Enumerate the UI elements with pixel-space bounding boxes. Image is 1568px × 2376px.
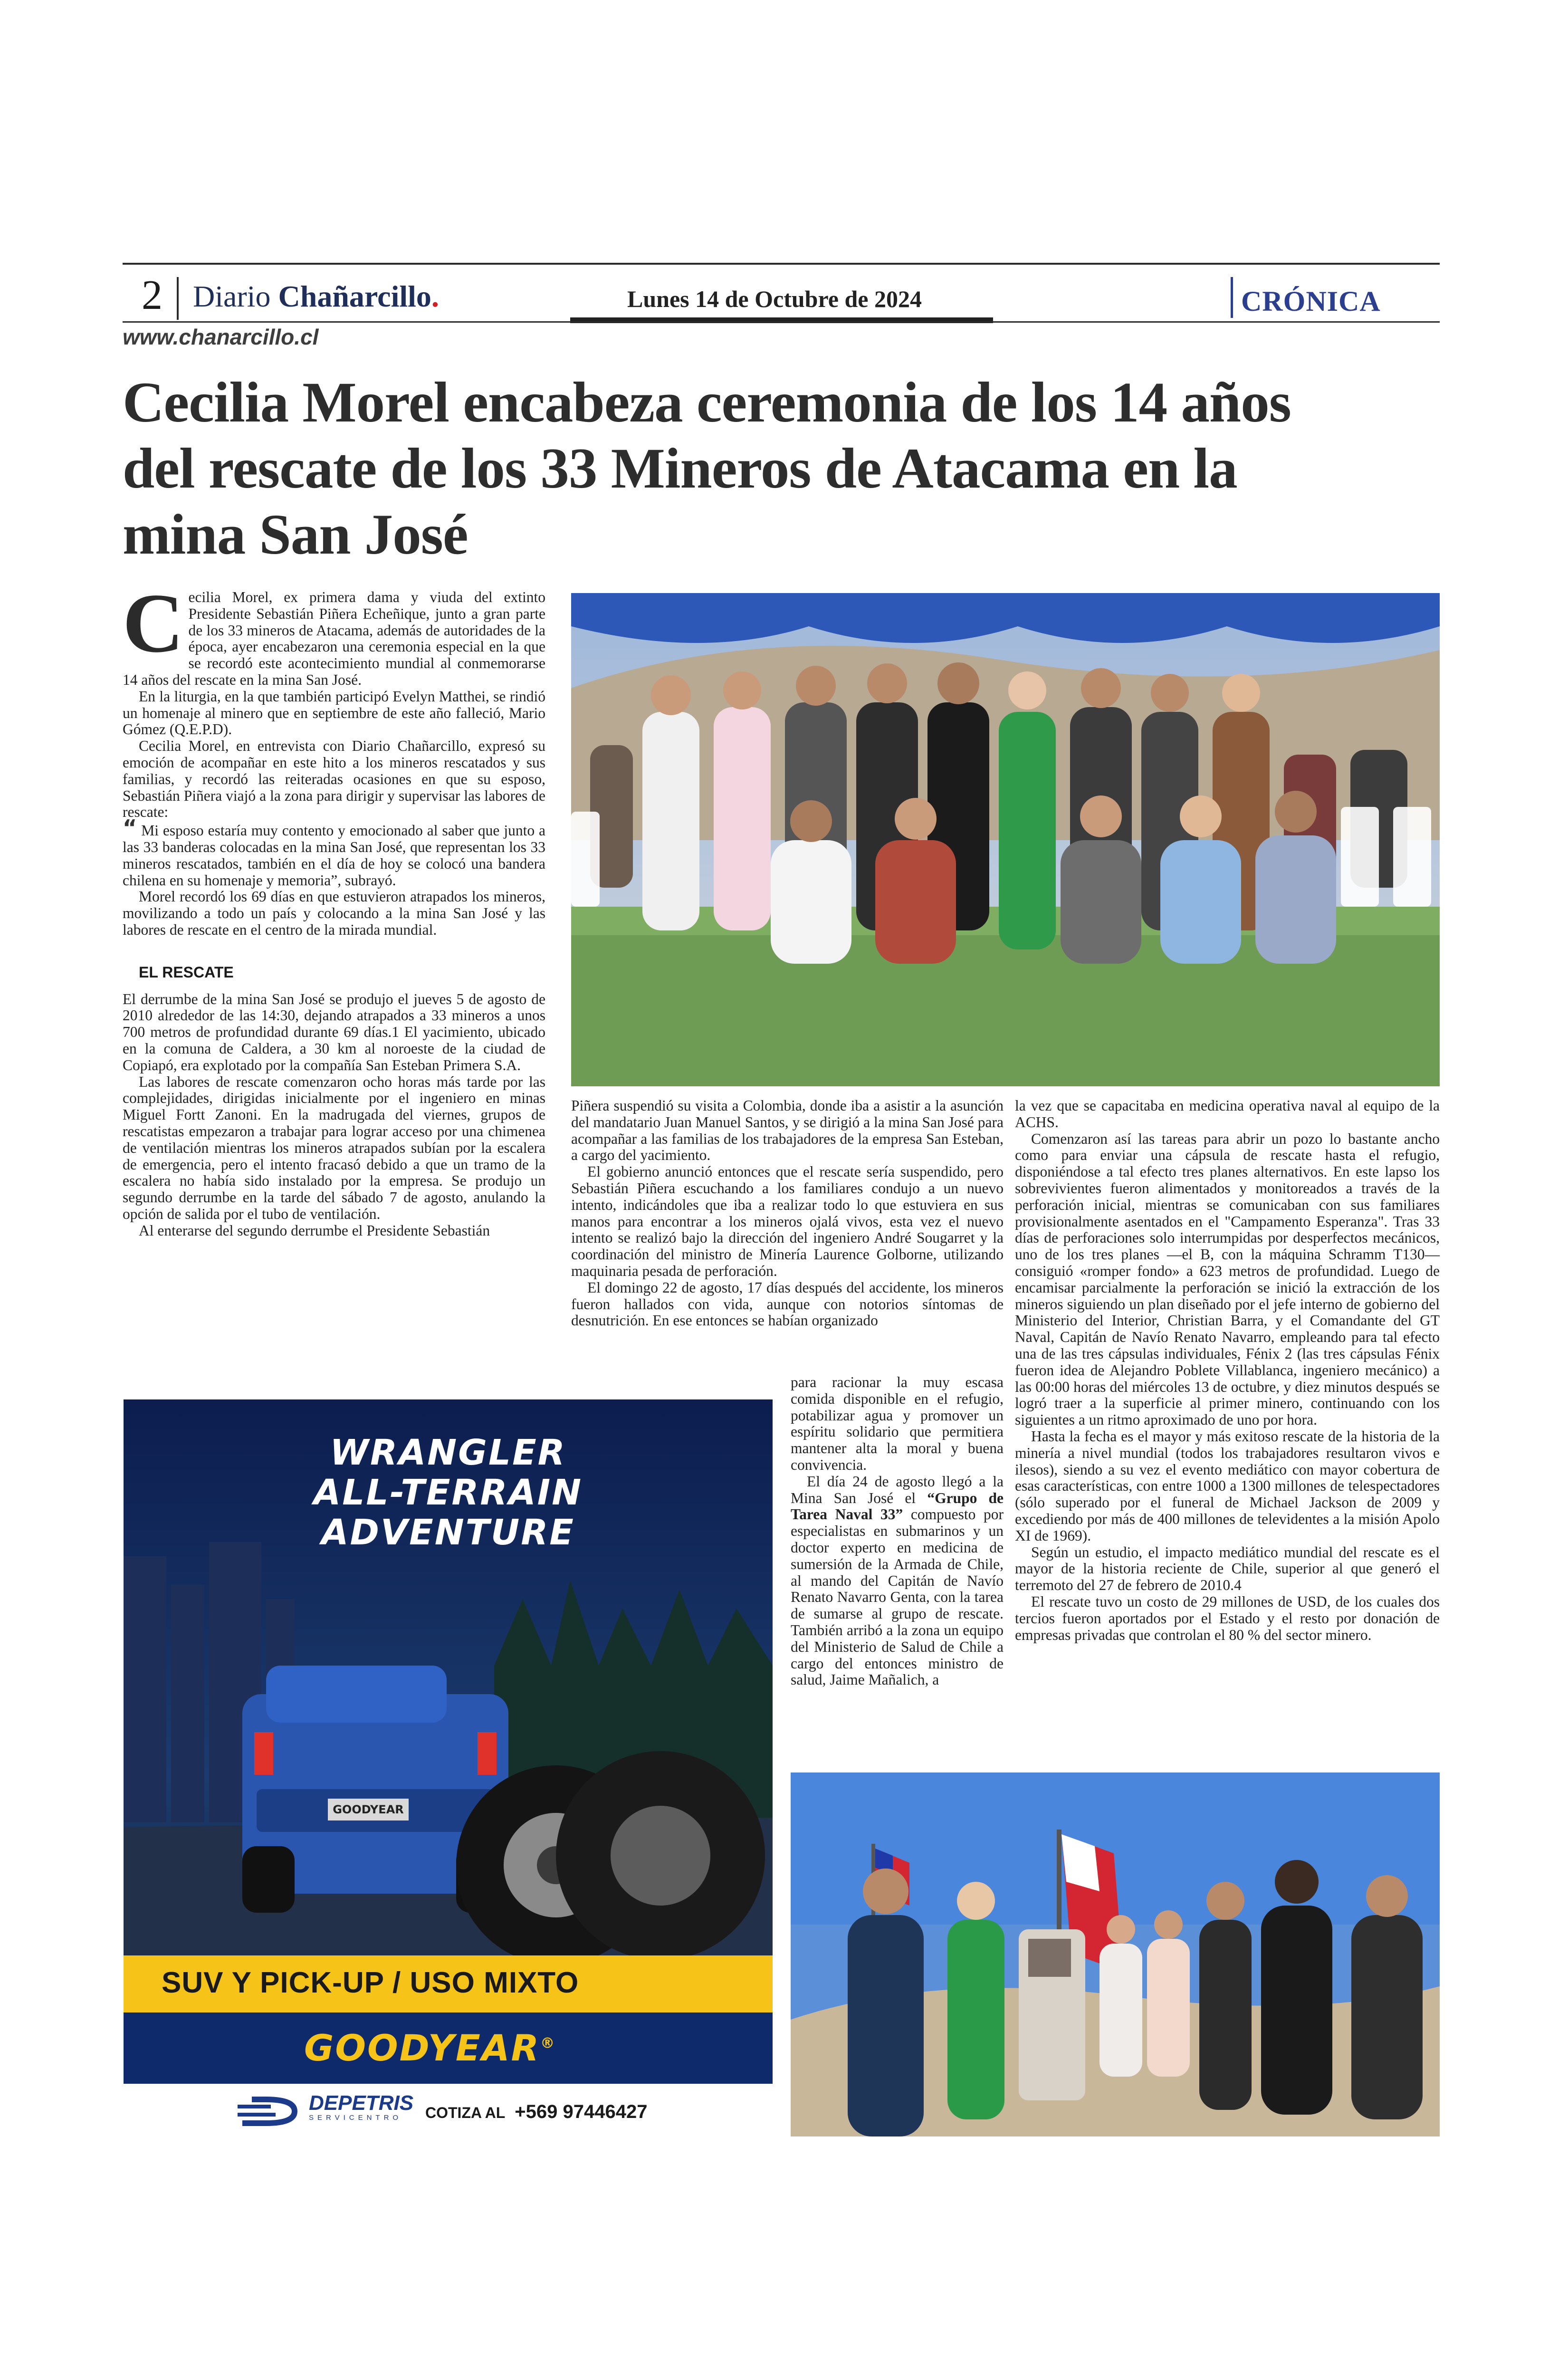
section-label: CRÓNICA (1241, 286, 1381, 317)
article-column-3 (1015, 1098, 1440, 1643)
header-bottom-rule (123, 321, 1440, 323)
page-number: 2 (142, 272, 163, 318)
issue-date: Lunes 14 de Octubre de 2024 (627, 286, 922, 312)
quote-mark-icon: “ (123, 815, 137, 841)
article-column-2-lower (791, 1374, 1004, 1688)
registered-mark: ® (540, 2035, 556, 2052)
website-link[interactable]: www.chanarcillo.cl (123, 325, 319, 349)
paragraph: Morel recordó los 69 días en que estuvieron atrapados los mineros, movilizando a todo un país y colocando a la mina San José y las labores de rescate en el centro de la mirada mundial. (123, 888, 545, 938)
brand-dot: . (431, 279, 439, 313)
masthead-brand[interactable] (193, 281, 439, 312)
ad-headline-line: WRANGLER (330, 1432, 566, 1473)
article-column-2 (571, 1098, 1004, 1329)
depetris-wordmark (309, 2093, 413, 2122)
group-photo (571, 593, 1440, 1086)
contact-line[interactable] (425, 2101, 647, 2123)
text-run: El día 24 de agosto llegó a la Mina San José el (791, 1473, 1004, 1506)
paragraph: Las labores de rescate comenzaron ocho horas más tarde por las complejidades, dirigidas inicialmente por el ingeniero en minas Miguel Fortt Zanoni. En la madrugada del viernes, grupos de rescatistas empezaron a trabajar para lograr acceso por una chimenea de ventilación mientras los mineros atrapados subían por la escalera de emergencia, pero el intento fracasó debido a que un tramo de la escalera no había sido instalado por la empresa. Se produjo un segundo derrumbe en la tarde del sábado 7 de agosto, anulando la opción de salida por el tubo de ventilación. (123, 1073, 545, 1222)
paragraph: Comenzaron así las tareas para abrir un pozo lo bastante ancho como para enviar una cápsula de rescate hasta el refugio, disponiéndose a tal efecto tres planes alternativos. En este lapso los sobrevivientes fueron alimentados y monitoreados a través de la perforación inicial, mientras se comunicaban con sus familiares provisionalmente asentados en el "Campamento Esperanza". Tras 33 días de perforaciones solo interrumpidas por desperfectos mecánicos, uno de los tres planes —el B, con la máquina Schramm T130— consiguió «romper fondo» a 623 metros de profundidad. Luego de encamisar parcialmente la perforación se inició la extracción de los mineros siguiendo un plan diseñado por el jefe interno de gobierno del Ministerio del Interior, Christian Barra, y el Comandante del GT Naval, Capitán de Navío Renato Navarro, empleando para tal efecto una de las tres cápsulas individuales, Fénix 2 (las tres cápsulas Fénix fueron idea de Alejandro Poblete Villablanca, ingeniero mecánico) a las 00:00 horas del miércoles 13 de octubre, y diez minutos después se logró traer a la superficie al primer minero, continuando con los siguientes a un ritmo aproximado de uno por hora. (1015, 1130, 1440, 1428)
ad-headline-line: ALL-TERRAIN (313, 1472, 583, 1513)
ad-tagline: SUV Y PICK-UP / USO MIXTO (162, 1966, 579, 1999)
bold-run: “Grupo de Tarea Naval 33” (791, 1489, 1004, 1523)
subhead-el-rescate: EL RESCATE (139, 963, 234, 981)
intro-paragraph (123, 576, 545, 689)
goodyear-advertisement[interactable] (124, 1399, 773, 2084)
ad-headline-line: ADVENTURE (321, 1512, 575, 1553)
depetris-logo-icon (238, 2095, 304, 2128)
goodyear-logo-text: GOODYEAR (304, 2027, 541, 2069)
article-column-1 (123, 576, 546, 1239)
intro-text: ecilia Morel, ex primera dama y viuda del extinto Presidente Sebastián Piñera Echeñique, junto a gran parte de los 33 mineros de Atacama, además de autoridades de la época, ayer encabezaron una ceremonia especial en la que se recordó este acontecimiento mundial al conmemorarse 14 años del rescate en la mina San José. (123, 589, 545, 688)
sponsor-subtitle: SERVICENTRO (309, 2114, 402, 2122)
header-top-rule (123, 263, 1440, 265)
sponsor-name: DEPETRIS (309, 2091, 414, 2115)
contact-label: COTIZA AL (425, 2104, 506, 2121)
license-plate: GOODYEAR (333, 1803, 404, 1816)
section-divider (1231, 277, 1233, 318)
ad-headline (124, 1433, 773, 1552)
paragraph: El gobierno anunció entonces que el rescate sería suspendido, pero Sebastián Piñera escuchando a los familiares condujo a un nuevo intento, indicándoles que iba a realizar todo lo que estuviera en sus manos para encontrar a los mineros ojalá vivos, esta vez el nuevo intento se realizó bajo la dirección del ingeniero André Sougarret y la coordinación del ministro de Minería Laurence Golborne, utilizando maquinaria pesada de perforación. (571, 1163, 1004, 1279)
paragraph: En la liturgia, en la que también participó Evelyn Matthei, se rindió un homenaje al minero que en septiembre de este año falleció, Mario Gómez (Q.E.P.D). (123, 688, 545, 738)
quote-text: Mi esposo estaría muy contento y emocionado al saber que junto a las 33 banderas colocadas en la mina San José, que representan los 33 mineros rescatados, también en el día de hoy se colocó una bandera chilena en su homenaje y memoria”, subrayó. (123, 822, 546, 889)
paragraph: Hasta la fecha es el mayor y más exitoso rescate de la historia de la minería a nivel mundial (todos los trabajadores resultaron vivos e ilesos), siendo a su vez el evento mediático con mayor cobertura de esas características, con entre 1000 a 1300 millones de telespectadores (sólo superado por el funeral de Michael Jackson de 2009 y excediendo por más de 400 millones de televidentes a la misión Apolo XI de 1969). (1015, 1428, 1440, 1544)
ceremony-photo (791, 1772, 1440, 2136)
contact-phone[interactable]: +569 97446427 (515, 2101, 648, 2122)
pull-quote (123, 815, 546, 889)
paragraph: El domingo 22 de agosto, 17 días después del accidente, los mineros fueron hallados con vida, aunque con notorios síntomas de desnutrición. En ese entonces se habían organizado (571, 1279, 1004, 1329)
paragraph (791, 1474, 1004, 1688)
paragraph: Al enterarse del segundo derrumbe el Presidente Sebastián (139, 1222, 490, 1239)
paragraph: la vez que se capacitaba en medicina operativa naval al equipo de la ACHS. (1015, 1097, 1440, 1131)
paragraph: El derrumbe de la mina San José se produjo el jueves 5 de agosto de 2010 alrededor de las 14:30, dejando atrapados a 33 mineros a unos 700 metros de profundidad durante 69 días.1 El yacimiento, ubicado en la comuna de Caldera, a 30 km al noroeste de la ciudad de Copiapó, era explotado por la compañía San Esteban Primera S.A. (123, 990, 545, 1073)
paragraph: Cecilia Morel, en entrevista con Diario Chañarcillo, expresó su emoción de acompañar en este hito a los mineros rescatados y sus familias, y recordó las reiteradas ocasiones en que su esposo, Sebastián Piñera viajó a la zona para dirigir y supervisar las labores de rescate: (123, 738, 545, 821)
text-run: compuesto por especialistas en submarinos y un doctor experto en medicina de sumersión de la Armada de Chile, al mando del Capitán de Navío Renato Navarro Genta, con la tarea de sumarse al grupo de rescate. También arribó a la zona un equipo del Ministerio de Salud de Chile a cargo del entonces ministro de salud, Jaime Mañalich, a (791, 1506, 1004, 1688)
brand-name: Chañarcillo (278, 279, 431, 313)
paragraph: para racionar la muy escasa comida disponible en el refugio, potabilizar agua y promover un espíritu solidario que permitiera mantener alta la moral y buena convivencia. (791, 1374, 1004, 1473)
paragraph: El rescate tuvo un costo de 29 millones de USD, de los cuales dos tercios fueron aportados por el Estado y el resto por donación de empresas privadas que controlan el 80 % del sector minero. (1015, 1593, 1440, 1643)
paragraph: Piñera suspendió su visita a Colombia, donde iba a asistir a la asunción del mandatario Juan Manuel Santos, y se dirigió a la mina San José para acompañar a las familias de los trabajadores de la empresa San Esteban, a cargo del yacimiento. (571, 1097, 1004, 1164)
goodyear-logo (304, 2027, 556, 2069)
masthead-divider (177, 277, 179, 320)
headline: Cecilia Morel encabeza ceremonia de los 14 años del rescate de los 33 Mineros de Atacama en la mina San José (123, 371, 1291, 566)
sponsor-strip (238, 2091, 665, 2134)
paragraph: Según un estudio, el impacto mediático mundial del rescate es el mayor de la historia reciente de Chile, superior al que generó el terremoto del 27 de febrero de 2010.4 (1015, 1543, 1440, 1594)
brand-prefix: Diario (193, 279, 271, 313)
headline-block (123, 370, 1358, 568)
drop-cap: C (123, 576, 184, 670)
